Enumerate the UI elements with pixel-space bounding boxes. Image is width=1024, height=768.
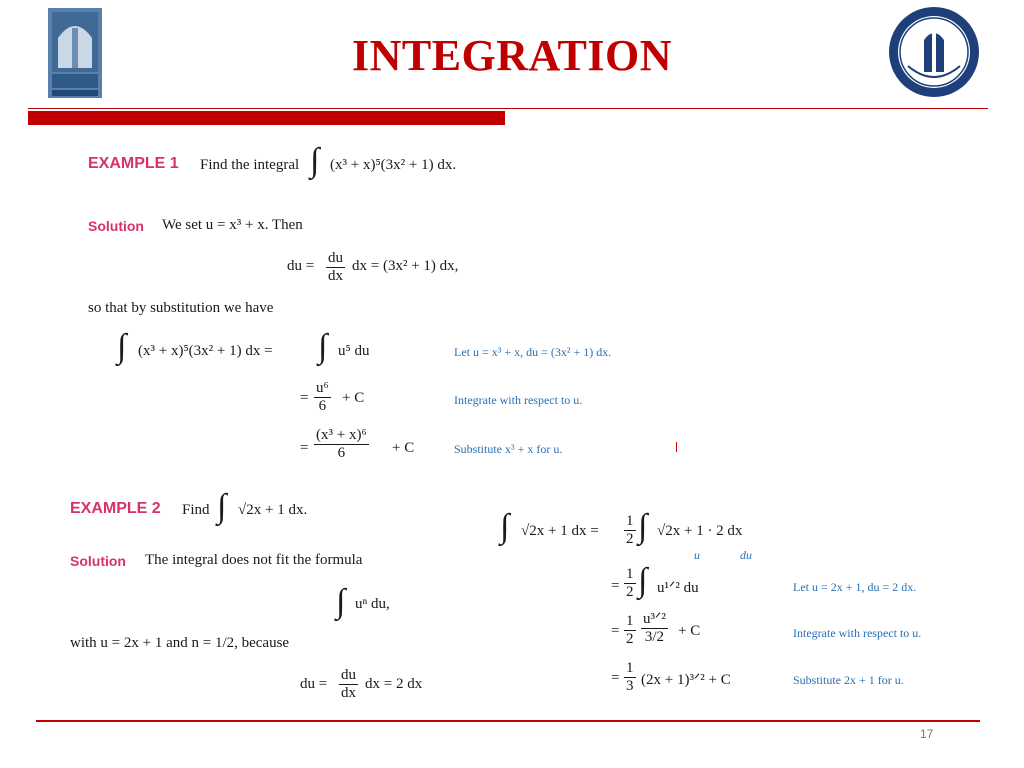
fraction-numerator: u³ᐟ² (643, 611, 666, 627)
example2-integral: √2x + 1 dx. (238, 502, 308, 518)
example2-r3-coef (624, 613, 636, 647)
example2-with-text: with u = 2x + 1 and n = 1/2, because (70, 635, 290, 651)
example2-r3-note: Integrate with respect to u. (793, 626, 922, 640)
example2-formula: uⁿ du, (355, 596, 390, 612)
example2-r3-eq: = (611, 623, 620, 639)
integral-sign: ∫ (310, 142, 320, 179)
example2-r2-note: Let u = 2x + 1, du = 2 dx. (793, 580, 917, 594)
fraction-denominator: 3 (626, 677, 634, 694)
integral-sign: ∫ (318, 328, 328, 365)
fraction-numerator: 1 (626, 513, 634, 529)
example1-line3-note: Substitute x³ + x for u. (454, 442, 563, 456)
example2-r4-coef (624, 660, 636, 694)
fraction-denominator: 6 (337, 444, 346, 461)
integral-sign: ∫ (638, 562, 648, 599)
footer-rule (36, 720, 980, 722)
example2-solution-label: Solution (70, 553, 126, 569)
example2-r4-eq: = (611, 670, 620, 686)
fraction-denominator: 6 (318, 397, 327, 414)
example1-line3-rest: + C (392, 440, 415, 456)
example1-line1-rhs: u⁵ du (338, 343, 370, 359)
example2-r1-lhs: √2x + 1 dx = (521, 523, 599, 539)
integral-sign: ∫ (117, 328, 127, 365)
example1-du-lhs: du = (287, 258, 315, 274)
fraction-numerator: 1 (626, 613, 634, 629)
fraction-numerator: du (328, 250, 343, 266)
fraction-numerator: 1 (626, 566, 634, 582)
example2-r2-coef (624, 566, 636, 600)
fraction-denominator: 3/2 (644, 628, 665, 645)
fraction-numerator: du (341, 667, 356, 683)
example2-r3-fraction (641, 611, 668, 645)
fraction-denominator: 2 (626, 530, 634, 547)
example1-line3-fraction (314, 427, 369, 461)
integral-sign: ∫ (638, 508, 648, 545)
fraction-denominator: dx (341, 684, 356, 701)
fraction-numerator: (x³ + x)⁶ (316, 427, 367, 443)
example2-du-rhs: dx = 2 dx (365, 676, 423, 692)
example1-line1-lhs: (x³ + x)⁵(3x² + 1) dx = (138, 343, 273, 359)
example1-solution-label: Solution (88, 218, 144, 234)
example2-du-lhs: du = (300, 676, 328, 692)
underbrace-u-label: u (694, 548, 700, 562)
fraction-denominator: 2 (626, 630, 634, 647)
example1-du-rhs: dx = (3x² + 1) dx, (352, 258, 459, 274)
fraction-numerator: u⁶ (316, 380, 329, 396)
header-rule (28, 108, 988, 109)
example2-solution-text: The integral does not fit the formula (145, 552, 363, 568)
example2-r1-coef (624, 513, 636, 547)
example1-solution-text: We set u = x³ + x. Then (162, 217, 303, 233)
fraction-denominator: dx (328, 267, 343, 284)
example2-du-fraction (339, 667, 358, 701)
example2-r1-rhs: √2x + 1 · 2 dx (657, 523, 743, 539)
example2-r2-rhs: u¹ᐟ² du (657, 580, 699, 596)
fraction-denominator: 2 (626, 583, 634, 600)
example2-label: EXAMPLE 2 (70, 500, 161, 517)
example1-integral: (x³ + x)⁵(3x² + 1) dx. (330, 157, 457, 173)
page-number: 17 (920, 727, 934, 741)
text-cursor (676, 442, 677, 452)
fraction-numerator: 1 (626, 660, 634, 676)
example1-line3-eq: = (300, 440, 309, 456)
example2-r3-rest: + C (678, 623, 701, 639)
example2-r2-eq: = (611, 578, 620, 594)
example1-line2-eq: = (300, 390, 309, 406)
example1-line1-note: Let u = x³ + x, du = (3x² + 1) dx. (454, 345, 612, 359)
example1-label: EXAMPLE 1 (88, 155, 179, 172)
integral-sign: ∫ (500, 508, 510, 545)
example1-line2-fraction (314, 380, 331, 414)
example1-line2-note: Integrate with respect to u. (454, 393, 583, 407)
example2-prompt: Find (182, 502, 210, 518)
slide-title: INTEGRATION (351, 31, 673, 80)
underbrace-du-label: du (740, 548, 752, 562)
example1-line2-rest: + C (342, 390, 365, 406)
integral-sign: ∫ (217, 488, 227, 525)
header-accent-bar (28, 111, 505, 125)
example1-du-fraction (326, 250, 345, 284)
integral-sign: ∫ (336, 583, 346, 620)
example1-subst-text: so that by substitution we have (88, 300, 274, 316)
example2-r4-note: Substitute 2x + 1 for u. (793, 673, 904, 687)
example1-prompt: Find the integral (200, 157, 300, 173)
example2-r4-rest: (2x + 1)³ᐟ² + C (641, 672, 731, 688)
